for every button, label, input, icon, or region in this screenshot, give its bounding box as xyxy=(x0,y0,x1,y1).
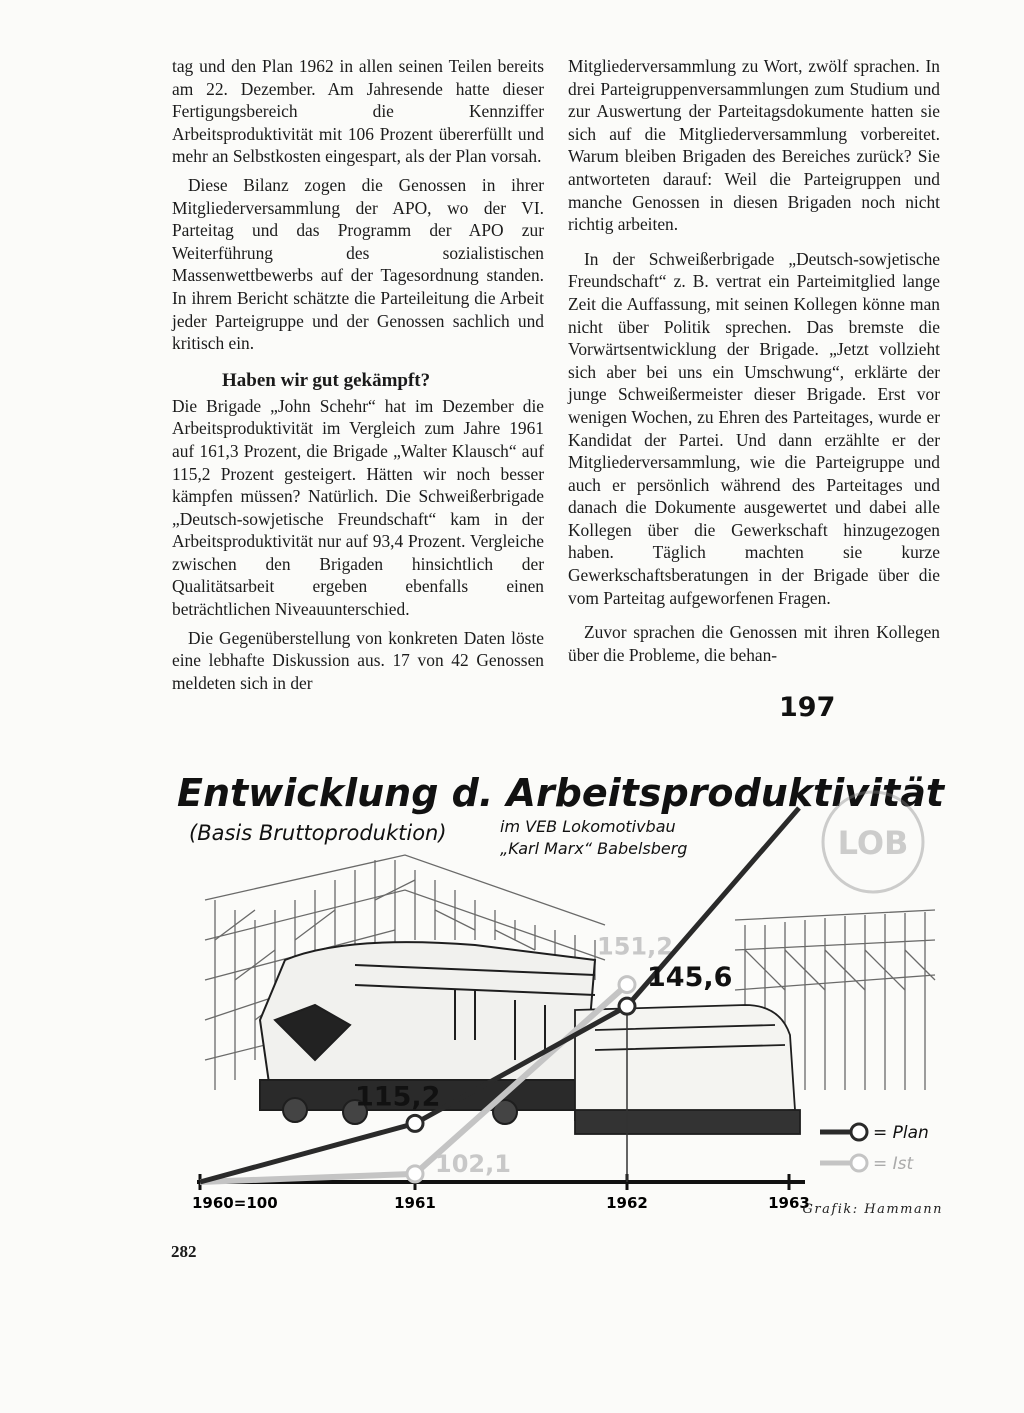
left-column xyxy=(172,55,544,694)
x-tick-label: 1963 xyxy=(768,1194,810,1212)
productivity-chart xyxy=(175,692,950,1220)
legend-plan-marker xyxy=(851,1124,867,1140)
paragraph: tag und den Plan 1962 in allen seinen Teilen bereits am 22. Dezember. Am Jahresende hatte dieser Fertigungsbereich die Kennziffer Arbeitsproduktivität mit 106 Prozent übererfüllt und mehr an Selbstkosten eingespart, als der Plan vorsah. xyxy=(172,56,544,167)
legend-plan-label: = Plan xyxy=(873,1123,929,1143)
data-label-plan: 197 xyxy=(779,692,836,723)
data-label-plan: 145,6 xyxy=(647,962,733,994)
company-line-2: „Karl Marx“ Babelsberg xyxy=(500,839,688,858)
right-column xyxy=(568,55,940,666)
legend-ist-marker xyxy=(851,1155,867,1171)
company-line-1: im VEB Lokomotivbau xyxy=(500,817,676,836)
x-tick-label: 1960=100 xyxy=(192,1194,278,1212)
data-label-ist: 151,2 xyxy=(597,932,673,961)
paragraph: Die Brigade „John Schehr“ hat im Dezember die Arbeitsproduktivität im Vergleich zum Jahre 1961 auf 161,3 Prozent, die Brigade „Walter Klausch“ auf 115,2 Prozent gesteigert. Hätten wir noch besser kämpfen müssen? Natürlich. Die Schweißerbrigade „Deutsch-sowjetische Freundschaft“ kam in der Arbeitsproduktivität nur auf 93,4 Prozent. Vergleiche zwischen den Brigaden hinsichtlich der Qualitätsarbeit ergeben ebenfalls einen beträchtlichen Niveauunterschied. xyxy=(172,395,544,620)
data-point-plan xyxy=(407,1115,423,1131)
paragraph: Zuvor sprachen die Genossen mit ihren Kollegen über die Probleme, die behan- xyxy=(568,622,940,665)
page-number: 282 xyxy=(171,1242,197,1261)
x-tick-label: 1961 xyxy=(394,1194,436,1212)
data-point-plan xyxy=(619,998,635,1014)
paragraph: In der Schweißerbrigade „Deutsch-sowjetische Freundschaft“ z. B. vertrat ein Parteimitglied lange Zeit die Auffassung, mit seinen Kollegen könne man nicht über Politik sprechen. Das bremste die Vorwärtsentwicklung der Brigade. „Jetzt vollzieht sich aber bei uns ein Umschwung“, erklärte der junge Schweißermeister dieser Brigade. Erst vor wenigen Wochen, zu Ehren des Parteitages, wurde er Kandidat der Partei. Und dann erzählte er der Mitgliederversammlung, wie die Parteigruppe und auch er persönlich während des Parteitages und danach die Dokumente ausgewertet und dabei alle Kollegen über die Gewerkschaft hinzugezogen haben. Täglich machten sie kurze Gewerkschaftsberatungen in der Brigade über die vom Parteitag aufgeworfenen Fragen. xyxy=(568,248,940,608)
section-heading: Haben wir gut gekämpft? xyxy=(222,369,431,391)
paragraph: Mitgliederversammlung zu Wort, zwölf sprachen. In drei Parteigruppenversammlungen zum Studium und zur Auswertung der Parteitagsdokumente hatten sie sich auf die Mitgliederversammlung vorbereitet. Warum bleiben Brigaden des Bereiches zurück? Sie antworteten darauf: Weil die Parteigruppen und manche Genossen in diesen Brigaden noch nicht richtig arbeiten. xyxy=(568,56,940,235)
data-point-ist xyxy=(407,1166,423,1182)
productivity-chart-figure xyxy=(175,692,950,1220)
paragraph: Die Gegenüberstellung von konkreten Daten löste eine lebhafte Diskussion aus. 17 von 42 Genossen meldeten sich in der xyxy=(172,627,544,693)
x-tick-label: 1962 xyxy=(606,1194,648,1212)
chart-subtitle: (Basis Bruttoproduktion) xyxy=(189,821,447,845)
chart-title: Entwicklung d. Arbeitsproduktivität xyxy=(177,771,944,815)
chart-credit: Grafik: Hammann xyxy=(802,1202,943,1217)
logo-text: LOB xyxy=(837,824,909,862)
data-label-ist: 102,1 xyxy=(435,1149,511,1178)
locomotive-rear xyxy=(575,1005,800,1134)
data-label-plan: 115,2 xyxy=(355,1081,441,1113)
legend xyxy=(820,1123,929,1174)
legend-ist-label: = Ist xyxy=(873,1154,914,1174)
paragraph: Diese Bilanz zogen die Genossen in ihrer Mitgliederversammlung der APO, wo der VI. Parteitag und das Programm der APO zur Weiterführung des sozialistischen Massenwettbewerbs auf der Tagesordnung standen. In ihrem Bericht schätzte die Parteileitung die Arbeit jeder Parteigruppe und der Genossen sachlich und kritisch ein. xyxy=(172,174,544,354)
data-point-ist xyxy=(619,977,635,993)
